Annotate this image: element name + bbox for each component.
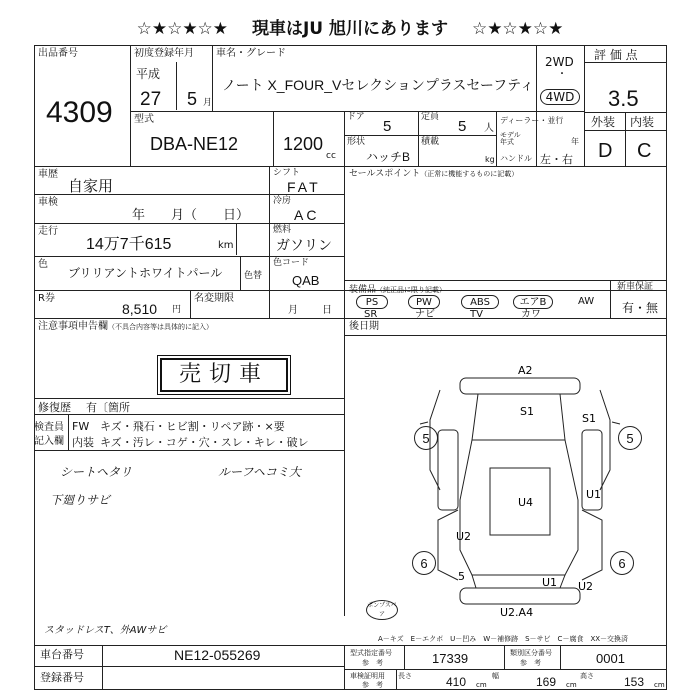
new-warranty-value: 有・無 bbox=[622, 301, 659, 315]
width-label: 幅 bbox=[492, 672, 499, 680]
tire-front-left: 5 bbox=[414, 426, 438, 450]
doors-value: 5 bbox=[383, 118, 392, 135]
shift-label: シフト bbox=[273, 168, 301, 178]
tire-rear-left: 6 bbox=[412, 551, 436, 575]
load-label: 積載 bbox=[421, 137, 440, 147]
damage-legend: A－キズ E－エクボ U－凹み W－補修跡 S－サビ C－腐食 XX－交換済 bbox=[378, 635, 629, 643]
tire-rear-right: 6 bbox=[610, 551, 634, 575]
mileage-value: 14万7千615 bbox=[86, 236, 172, 253]
chassis-label: 車台番号 bbox=[40, 648, 84, 661]
new-warranty-label: 新車保証 bbox=[617, 282, 654, 292]
history-value: 自家用 bbox=[68, 178, 114, 195]
inspection-label: 車検 bbox=[38, 197, 58, 208]
equip-leather: カワ bbox=[521, 309, 541, 320]
recycle-value: 8,510 bbox=[122, 301, 158, 317]
height-label: 高さ bbox=[580, 672, 594, 680]
handle-value: 左・右 bbox=[540, 153, 573, 166]
sold-stamp: 売切車 bbox=[160, 358, 288, 392]
mark-u1-rear: U1 bbox=[542, 576, 558, 589]
int-score: C bbox=[637, 140, 652, 162]
lot-number: 4309 bbox=[46, 96, 113, 129]
stars-right: ☆★☆★☆★ bbox=[471, 19, 564, 39]
capacity-value: 5 bbox=[458, 118, 467, 135]
mark-u2-a4: U2.A4 bbox=[500, 606, 534, 619]
ext-label: 外装 bbox=[591, 115, 616, 129]
equip-sr: SR bbox=[364, 309, 378, 320]
shift-value: FAT bbox=[287, 179, 321, 195]
equipment-label bbox=[349, 286, 446, 295]
displacement-value: 1200 bbox=[283, 134, 324, 154]
rear-seat-label: 後日期 bbox=[349, 321, 379, 332]
designation-label: 型式指定番号 bbox=[350, 649, 392, 657]
chassis-value: NE12-055269 bbox=[174, 647, 261, 663]
category-sub: 参 考 bbox=[520, 659, 541, 667]
length-label: 長さ bbox=[398, 672, 412, 680]
history-label: 車歴 bbox=[38, 169, 58, 180]
sales-point-note: （正常に機能するものに記載） bbox=[420, 170, 519, 178]
mark-u2-right: U2 bbox=[578, 580, 594, 593]
sales-point-title: セールスポイント bbox=[349, 169, 421, 179]
note-seat: シートヘタリ bbox=[60, 465, 133, 479]
category-label: 類別区分番号 bbox=[510, 649, 552, 657]
stars-left: ☆★☆★☆★ bbox=[136, 19, 229, 39]
dimensions-sub: 参 考 bbox=[362, 681, 383, 689]
model-value: DBA-NE12 bbox=[150, 134, 239, 154]
car-name-value: ノート X_FOUR_Vセレクションプラスセーフティ bbox=[222, 77, 535, 93]
doors-label: ドア bbox=[347, 112, 365, 122]
mileage-unit: km bbox=[218, 240, 234, 251]
height-value: 153 bbox=[624, 675, 645, 689]
inspection-value: 年 月（ 日） bbox=[132, 207, 250, 222]
model-year-label: モデル年式 bbox=[500, 131, 521, 146]
repair-label: 修復歴 bbox=[38, 401, 71, 414]
equip-airbag: エアB bbox=[513, 295, 553, 309]
equip-navi: ナビ bbox=[415, 309, 435, 320]
name-change-day: 日 bbox=[322, 305, 332, 316]
capacity-label: 定員 bbox=[421, 112, 440, 122]
category-value: 0001 bbox=[596, 651, 625, 666]
repair-value: 有〔箇所 bbox=[86, 401, 130, 414]
height-unit: cm bbox=[654, 681, 665, 689]
capacity-unit: 人 bbox=[484, 123, 494, 134]
color-code-label: 色コード bbox=[273, 258, 310, 268]
tire-front-right: 5 bbox=[618, 426, 642, 450]
designation-value: 17339 bbox=[432, 651, 469, 666]
inspector-label2: 記入欄 bbox=[34, 436, 64, 447]
name-change-label: 名変期限 bbox=[194, 293, 234, 304]
ext-score: D bbox=[598, 140, 613, 162]
dealer-label: ディーラー・並行 bbox=[500, 116, 564, 125]
model-label: 型式 bbox=[134, 114, 154, 125]
width-unit: cm bbox=[566, 681, 577, 689]
header-title: 現車はJU 旭川にあります bbox=[251, 19, 449, 39]
mark-u2-left: U2 bbox=[456, 530, 472, 543]
header bbox=[0, 14, 700, 39]
color-change-label: 色替 bbox=[244, 271, 263, 281]
recycle-label: R券 bbox=[38, 293, 55, 304]
mark-u1-right: U1 bbox=[586, 488, 602, 501]
first-reg-label: 初度登録年月 bbox=[134, 48, 194, 59]
inspector-row2: キズ・汚レ・コゲ・穴・スレ・キレ・破レ bbox=[100, 436, 309, 449]
equipment-title: 装備品 bbox=[349, 285, 377, 295]
color-code: QAB bbox=[292, 273, 320, 288]
aircon-label: 冷房 bbox=[273, 196, 292, 206]
width-value: 169 bbox=[536, 675, 557, 689]
mileage-label: 走行 bbox=[38, 226, 58, 237]
dimensions-label: 車検証明用 bbox=[350, 672, 385, 680]
color-value: ブリリアントホワイトパール bbox=[68, 266, 223, 280]
first-reg-month: 5 bbox=[187, 89, 198, 109]
equip-ps: PS bbox=[356, 295, 388, 309]
registration-label: 登録番号 bbox=[40, 671, 84, 684]
equipment-note: （純正品に限り記載） bbox=[376, 286, 447, 294]
inspector-row2-head: 内装 bbox=[72, 436, 94, 449]
note-rust: 下廻りサビ bbox=[50, 493, 111, 507]
color-label: 色 bbox=[38, 259, 48, 270]
mark-s1-hood: S1 bbox=[520, 405, 534, 418]
fuel-label: 燃料 bbox=[273, 225, 292, 235]
score-label: 評 価 点 bbox=[594, 48, 638, 62]
mark-5-door: 5 bbox=[458, 570, 465, 583]
drive-4wd: 4WD bbox=[540, 89, 580, 105]
recycle-unit: 円 bbox=[172, 305, 182, 315]
first-reg-year: 27 bbox=[140, 89, 162, 110]
score-value: 3.5 bbox=[608, 86, 639, 111]
equip-aw: AW bbox=[578, 296, 595, 307]
remarks-title: 注意事項申告欄 bbox=[38, 321, 108, 332]
spare-tire-mark: ポンプスペア bbox=[367, 602, 397, 618]
int-label: 内装 bbox=[630, 115, 655, 129]
inspector-row1-head: FW bbox=[72, 420, 90, 433]
equip-tv: TV bbox=[470, 309, 483, 320]
drive-2wd: 2WD bbox=[545, 55, 574, 69]
handle-label: ハンドル bbox=[500, 154, 532, 163]
first-reg-month-unit: 月 bbox=[203, 98, 213, 108]
note-tires: スタッドレスT、外AWサビ bbox=[44, 625, 167, 636]
lot-label: 出品番号 bbox=[38, 48, 78, 59]
inspector-label1: 検査員 bbox=[34, 422, 64, 433]
mark-s1-right: S1 bbox=[582, 412, 596, 425]
length-value: 410 bbox=[446, 675, 467, 689]
equip-abs: ABS bbox=[461, 295, 499, 309]
length-unit: cm bbox=[476, 681, 487, 689]
aircon-value: AC bbox=[294, 207, 320, 223]
designation-sub: 参 考 bbox=[362, 659, 383, 667]
model-year-unit: 年 bbox=[571, 137, 579, 146]
displacement-unit: cc bbox=[326, 151, 336, 161]
car-damage-diagram bbox=[400, 360, 650, 620]
shape-value: ハッチB bbox=[366, 150, 411, 164]
name-change-month: 月 bbox=[288, 305, 298, 316]
shape-label: 形状 bbox=[347, 137, 366, 147]
equip-pw: PW bbox=[408, 295, 440, 309]
mark-u4: U4 bbox=[518, 496, 534, 509]
note-roof: ルーフヘコミ大 bbox=[218, 465, 301, 479]
first-reg-era: 平成 bbox=[136, 67, 161, 81]
car-name-label: 車名・グレード bbox=[216, 48, 286, 59]
inspector-row1: キズ・飛石・ヒビ割・リペア跡・×要 bbox=[100, 420, 285, 433]
remarks-label bbox=[38, 322, 213, 332]
mark-a2: A2 bbox=[518, 364, 533, 377]
fuel-value: ガソリン bbox=[276, 237, 332, 253]
drive-dot: ・ bbox=[557, 69, 567, 80]
remarks-note: （不具合内容等は具体的に記入） bbox=[108, 323, 213, 331]
sales-point-label bbox=[349, 170, 518, 179]
load-unit: kg bbox=[485, 155, 495, 164]
